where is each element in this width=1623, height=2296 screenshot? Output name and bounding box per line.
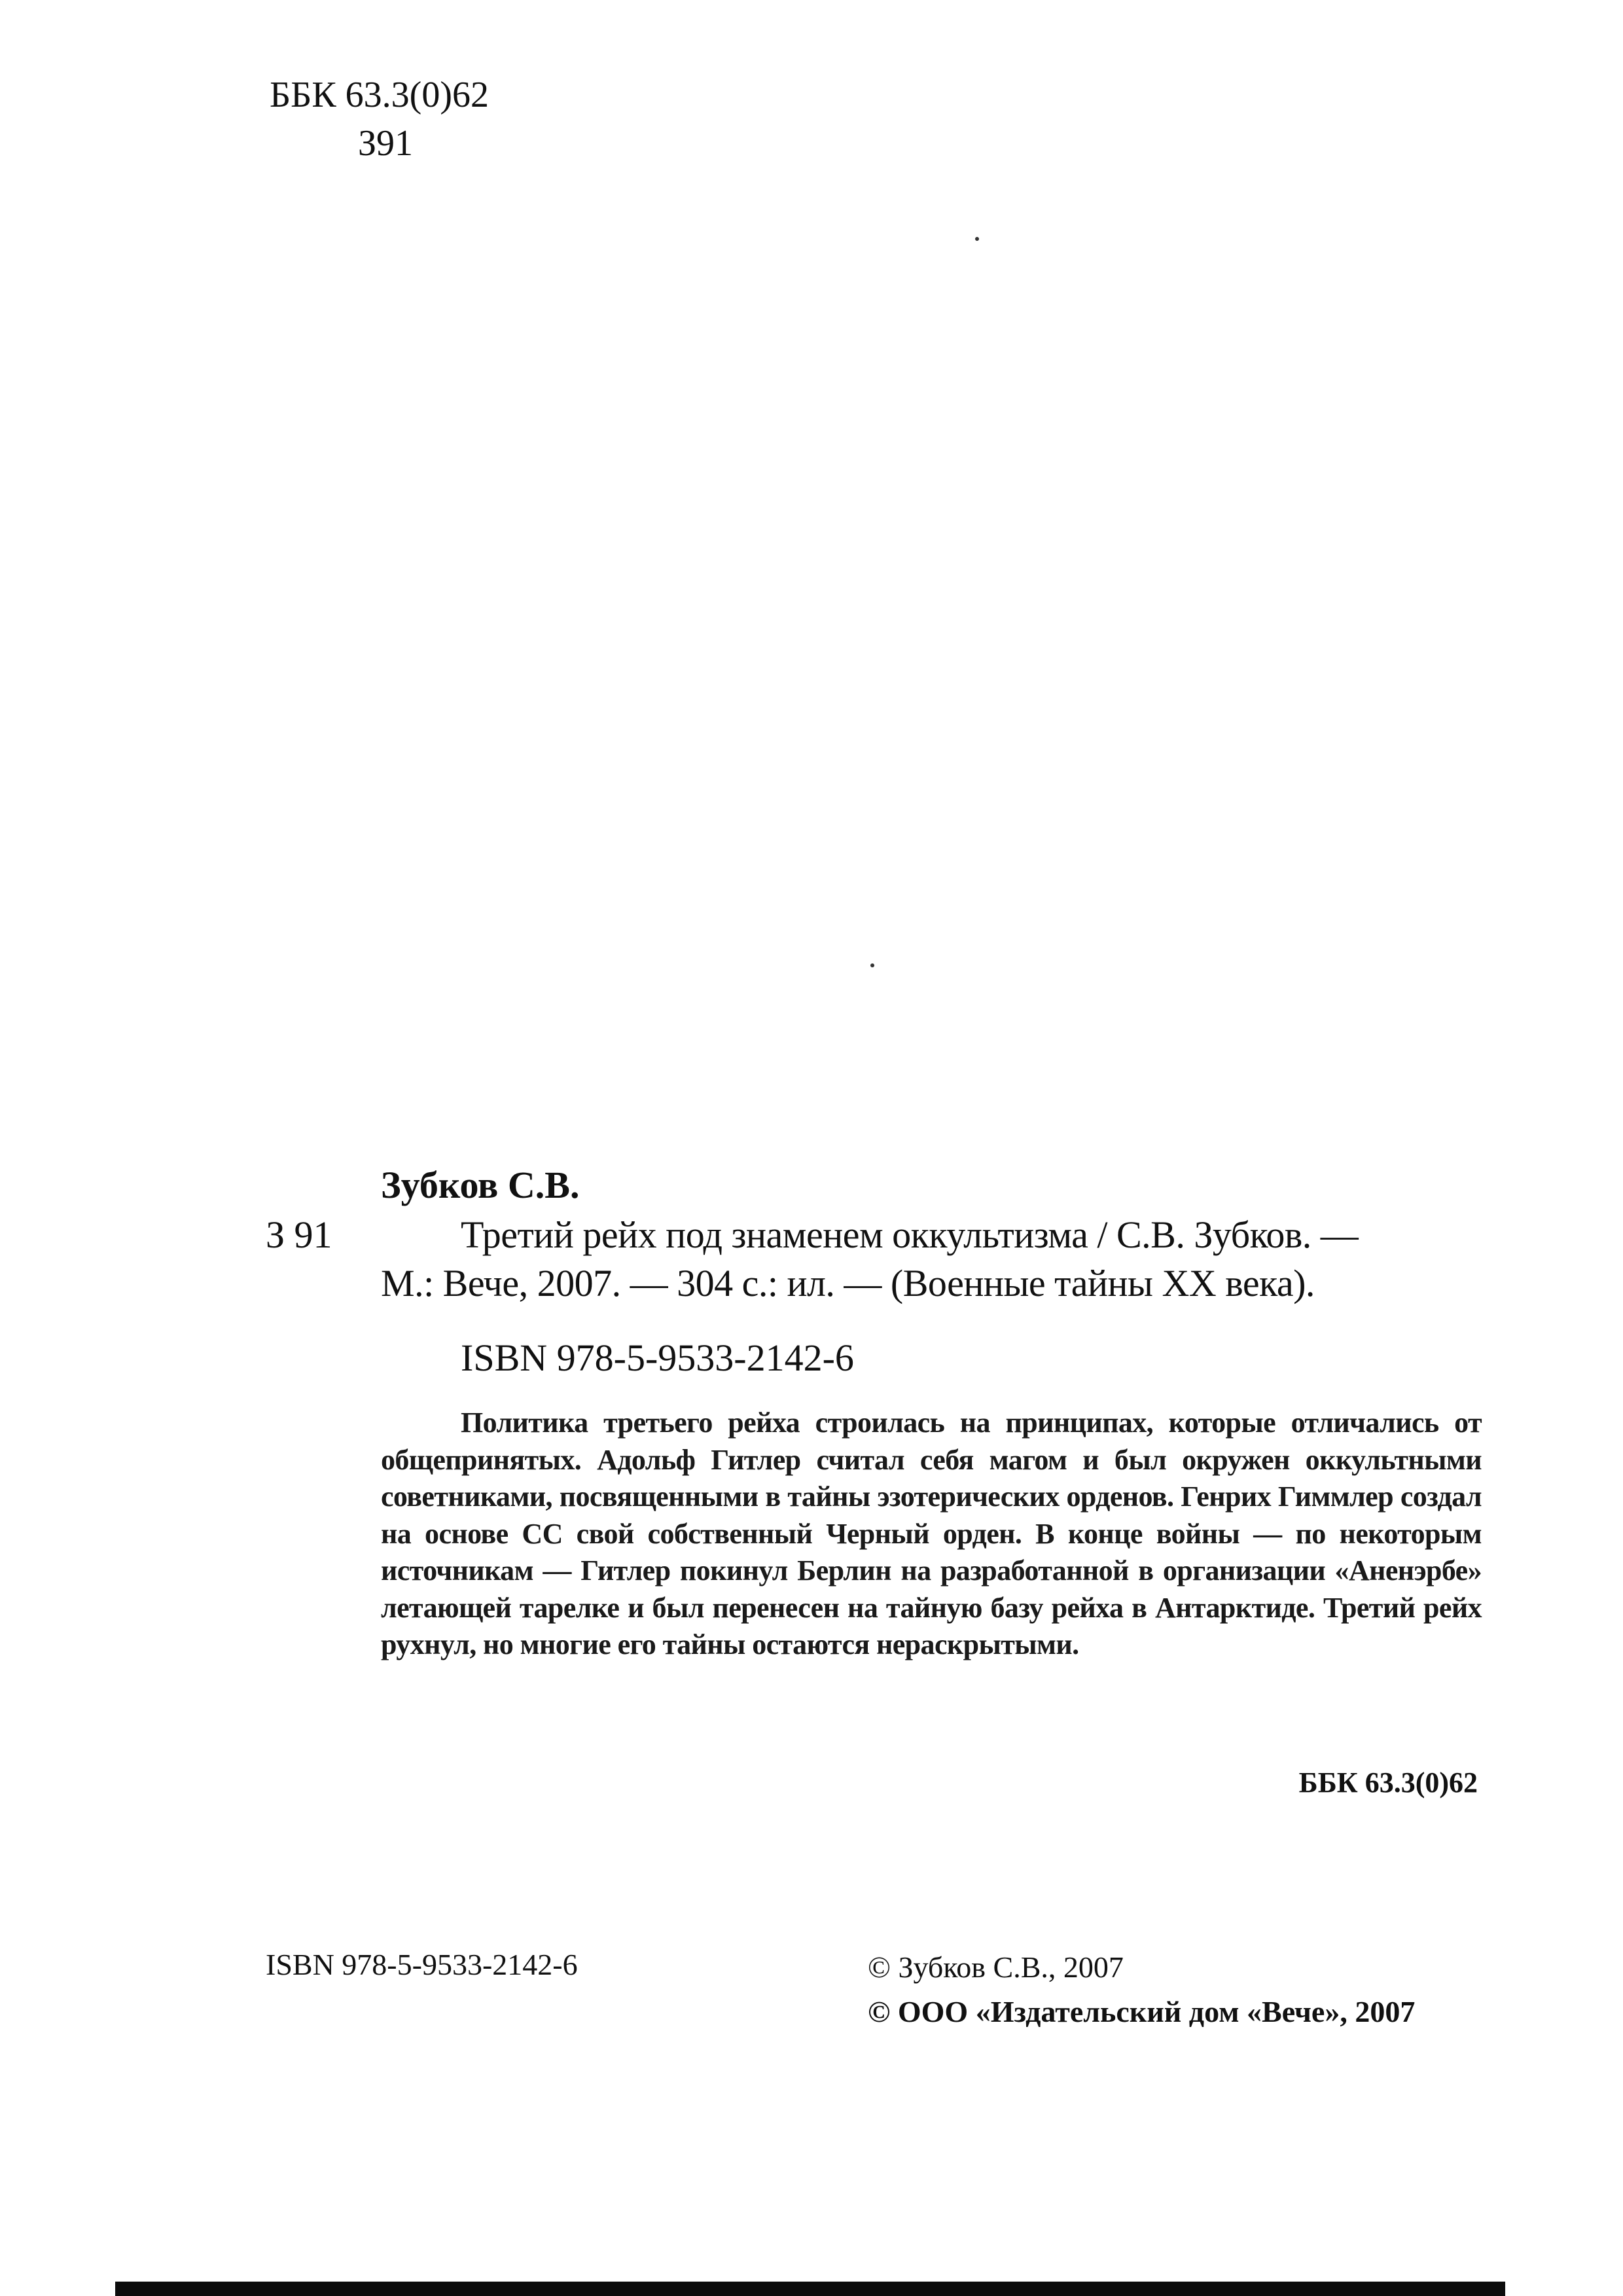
scan-speck (870, 963, 874, 967)
copyright-block (868, 1945, 1415, 2034)
footer-isbn: ISBN 978-5-9533-2142-6 (266, 1948, 578, 1981)
record-bbk-code: ББК 63.3(0)62 (1298, 1767, 1478, 1799)
record-author: Зубков С.В. (381, 1164, 580, 1206)
copyright-publisher: © ООО «Издательский дом «Вече», 2007 (868, 1995, 1416, 2028)
copyright-author: © Зубков С.В., 2007 (868, 1950, 1124, 1984)
record-publication: М.: Вече, 2007. — 304 с.: ил. — (Военные тайны XX века). (381, 1262, 1315, 1304)
bbk-header (270, 71, 489, 168)
record-author-mark: З 91 (266, 1213, 332, 1256)
annotation-paragraph: Политика третьего рейха строилась на принципах, которые отличались от общепринятых. Адольф Гитлер считал себя магом и был окружен оккультными советниками, посвященными в тайны эзотерических орденов. Генрих Гиммлер создал на основе СС свой собственный Черный орден. В конце войны — по некоторым источникам — Гитлер покинул Берлин на разработанной в организации «Аненэрбе» летающей тарелке и был перенесен на тайную базу рейха в Антарктиде. Третий рейх рухнул, но многие его тайны остаются нераскрытыми. (381, 1407, 1482, 1660)
scan-edge-bar (115, 2282, 1505, 2296)
author-mark: З91 (358, 123, 414, 164)
record-title: Третий рейх под знаменем оккультизма / С.В. Зубков. — (461, 1213, 1359, 1256)
scan-speck (975, 237, 979, 241)
bbk-code: ББК 63.3(0)62 (270, 75, 489, 115)
record-isbn: ISBN 978-5-9533-2142-6 (461, 1336, 854, 1379)
